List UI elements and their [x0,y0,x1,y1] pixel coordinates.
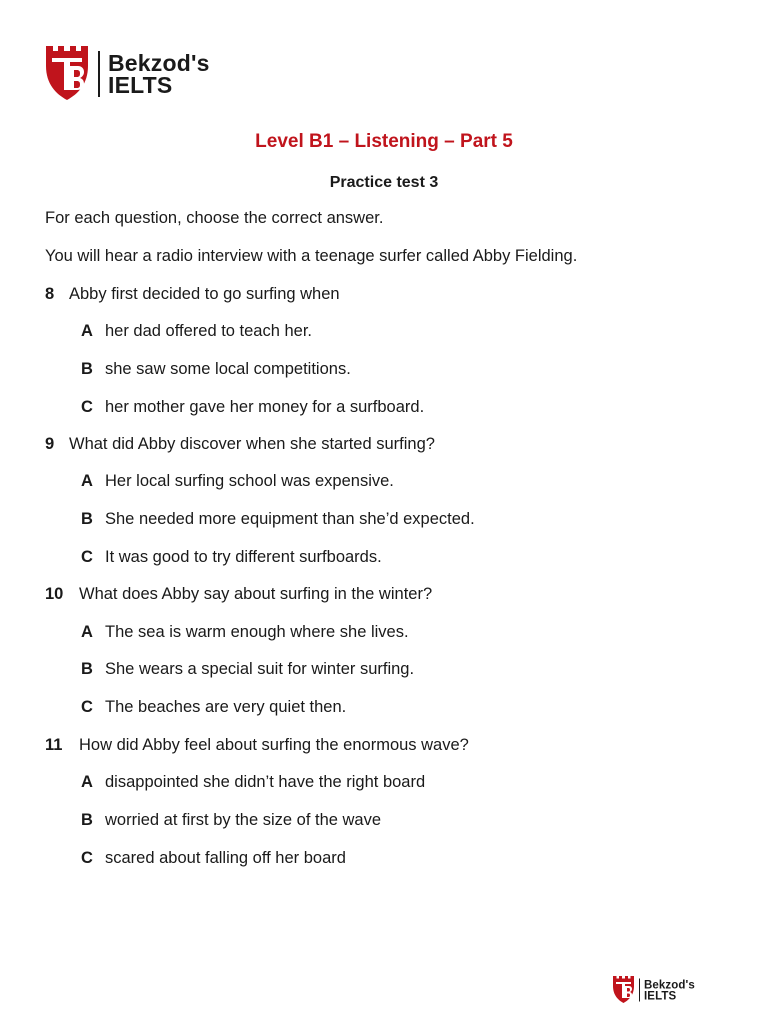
option-letter: B [81,510,93,528]
option-letter: B [81,811,93,829]
question-8-option-a[interactable] [81,322,312,341]
question-11-option-b[interactable] [81,811,381,830]
question-9-option-c[interactable] [81,548,382,567]
option-letter: C [81,849,93,867]
question-10 [45,585,432,604]
question-8 [45,285,340,304]
option-text: worried at first by the size of the wave [105,811,382,829]
question-10-option-c[interactable] [81,698,346,717]
option-text: disappointed she didn’t have the right board [105,773,426,791]
question-number: 10 [45,585,64,603]
question-text: Abby first decided to go surfing when [69,285,340,303]
question-text: What did Abby discover when she started surfing? [69,435,435,453]
question-10-option-b[interactable] [81,660,414,679]
option-text: scared about falling off her board [105,849,346,867]
option-text: The sea is warm enough where she lives. [105,623,409,641]
question-9-option-a[interactable] [81,472,394,491]
logo-divider [639,979,640,1002]
brand-line-1: Bekzod's [644,978,695,991]
brand-line-1: Bekzod's [108,50,210,76]
option-text: her dad offered to teach her. [105,322,313,340]
question-10-option-a[interactable] [81,623,409,642]
question-8-option-b[interactable] [81,360,351,379]
question-11-option-c[interactable] [81,849,346,868]
option-letter: C [81,548,93,566]
question-number: 9 [45,435,55,453]
option-text: She needed more equipment than she’d expected. [105,510,475,528]
option-text: She wears a special suit for winter surfing. [105,660,415,678]
option-text: The beaches are very quiet then. [105,698,347,716]
question-text: What does Abby say about surfing in the winter? [79,585,433,603]
question-11-option-a[interactable] [81,773,425,792]
brand-name [644,979,695,1001]
option-letter: C [81,398,93,416]
question-8-option-c[interactable] [81,398,424,417]
logo-divider [98,51,100,97]
question-text: How did Abby feel about surfing the enormous wave? [79,736,469,754]
instruction-2: You will hear a radio interview with a teenage surfer called Abby Fielding. [45,247,578,265]
brand-name [108,52,210,96]
brand-logo [44,44,210,104]
question-number: 11 [45,736,63,754]
option-letter: C [81,698,93,716]
question-9 [45,435,435,454]
brand-line-2: IELTS [644,989,677,1002]
question-number: 8 [45,285,55,303]
option-text: her mother gave her money for a surfboard. [105,398,425,416]
option-letter: B [81,660,93,678]
castle-logo-icon [612,975,635,1005]
footer-logo [612,975,695,1005]
option-letter: B [81,360,93,378]
option-text: It was good to try different surfboards. [105,548,382,566]
option-letter: A [81,322,93,340]
option-text: Her local surfing school was expensive. [105,472,394,490]
page-title: Level B1 – Listening – Part 5 [255,131,513,152]
option-text: she saw some local competitions. [105,360,351,378]
page-subtitle: Practice test 3 [329,174,439,191]
option-letter: A [81,773,93,791]
instruction-1: For each question, choose the correct answer. [45,209,384,227]
brand-line-2: IELTS [108,72,173,98]
question-11 [45,736,469,755]
option-letter: A [81,623,93,641]
option-letter: A [81,472,93,490]
castle-logo-icon [44,44,90,104]
question-9-option-b[interactable] [81,510,475,529]
